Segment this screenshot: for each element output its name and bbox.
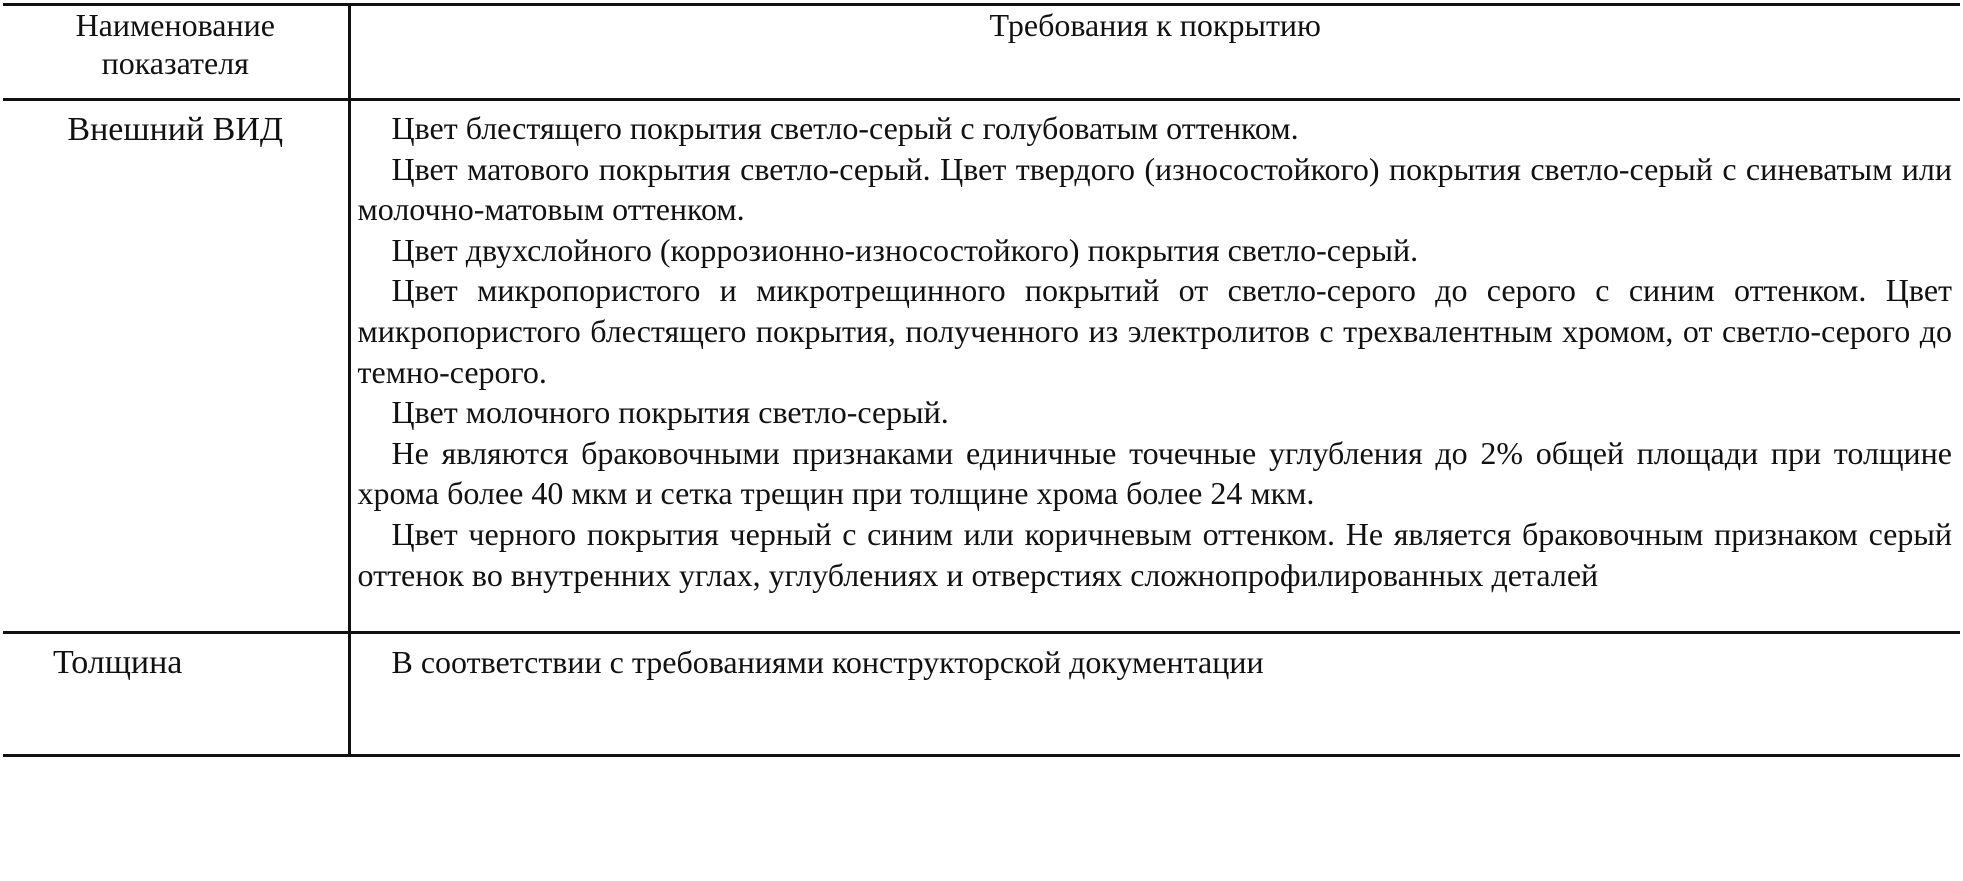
requirement-paragraph: Цвет черного покрытия черный с синим или коричневым оттенком. Не является браковочным признаком серый оттенок во внутренних углах, углублениях и отверстиях сложнопрофилированных деталей [357,515,1952,593]
indicator-cell-appearance: Внешний ВИД [3,100,349,633]
requirements-table [3,3,1960,757]
requirement-paragraph: Цвет молочного покрытия светло-серый. [391,394,949,431]
header-requirements-cell: Требования к покрытию [349,5,1960,100]
requirement-paragraph: Не являются браковочными признаками единичные точечные углубления до 2% общей площади при толщине хрома более 40 мкм и сетка трещин при толщине хрома более 24 мкм. [357,434,1952,512]
indicator-cell-thickness: Толщина [3,633,349,756]
header-indicator-cell [3,5,349,100]
requirement-paragraph: Цвет двухслойного (коррозионно-износостойкого) покрытия светло-серый. [391,231,1419,268]
requirement-paragraph: Цвет блестящего покрытия светло-серый с голубоватым оттенком. [391,110,1299,146]
requirement-paragraph: В соответствии с требованиями конструкторской документации [391,644,1264,680]
requirement-paragraph: Цвет матового покрытия светло-серый. Цвет твердого (износостойкого) покрытия светло-серый с синеватым или молочно-матовым оттенком. [357,150,1952,228]
requirements-cell-appearance [349,100,1960,633]
requirements-cell-thickness [349,633,1960,756]
requirement-paragraph: Цвет микропористого и микротрещинного покрытий от светло-серого до серого с синим оттенком. Цвет микропористого блестящего покрытия, полученного из электролитов с трехвалентным хромом, от светло-серого до темно-серого. [357,272,1952,390]
table-row-appearance [3,100,1960,633]
header-indicator-line2: показателя [101,45,249,81]
header-indicator-line1: Наименование [75,7,275,43]
table-header-row [3,5,1960,100]
table-row-thickness [3,633,1960,756]
